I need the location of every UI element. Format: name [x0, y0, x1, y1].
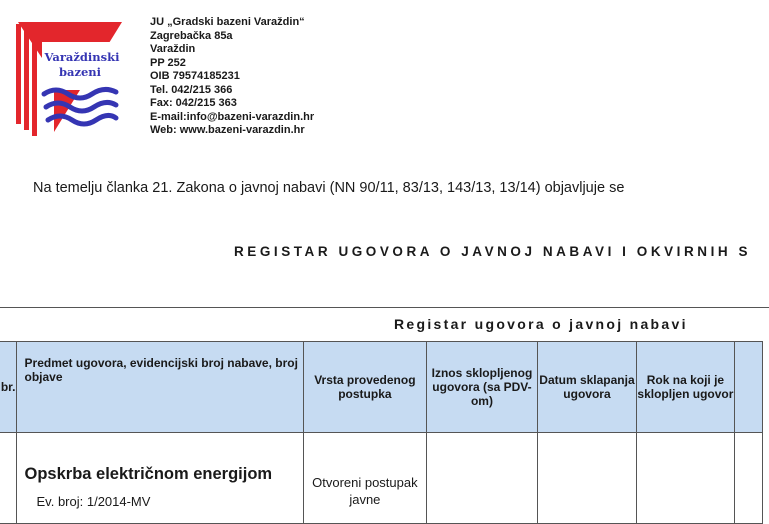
document-title: REGISTAR UGOVORA O JAVNOJ NABAVI I OKVIRNIH S: [234, 244, 752, 259]
contracts-register-table: [0, 341, 763, 524]
table-row: [0, 433, 763, 524]
logo-red-bar-3: [32, 24, 37, 136]
organization-city: Varaždin: [150, 43, 196, 55]
divider-line: [0, 307, 769, 308]
header-ordinal-number: br.: [0, 342, 16, 433]
cell-subject: [16, 433, 304, 524]
organization-email: E-mail:info@bazeni-varazdin.hr: [150, 110, 315, 123]
organization-po-box: PP 252: [150, 56, 186, 69]
cell-procedure-type: [304, 433, 427, 524]
organization-phone: Tel. 042/215 366: [150, 83, 233, 96]
cell-contract-amount: [426, 433, 537, 524]
register-subtitle: Registar ugovora o javnoj nabavi: [394, 316, 688, 332]
cell-ordinal-number: [0, 433, 16, 524]
header-contract-term: Rok na koji je sklopljen ugovor: [636, 342, 734, 433]
table-header-row: [0, 342, 763, 433]
header-contract-date: Datum sklapanja ugovora: [538, 342, 637, 433]
logo-text-line1: Varaždinski: [44, 50, 120, 64]
organization-oib: OIB 79574185231: [150, 70, 240, 82]
logo-text-line2: bazeni: [58, 65, 102, 79]
subject-reference: Ev. broj: 1/2014-MV: [36, 494, 151, 509]
cell-contract-term: [636, 433, 734, 524]
cell-extra: [735, 433, 763, 524]
header-contract-amount: Iznos sklopljenog ugovora (sa PDV-om): [426, 342, 537, 433]
organization-street: Zagrebačka 85a: [150, 29, 233, 42]
subject-title: Opskrba električnom energijom: [24, 465, 273, 483]
organization-logo: [14, 14, 124, 138]
header-procedure-type: Vrsta provedenog postupka: [304, 342, 427, 433]
header-extra-column: [735, 342, 763, 433]
logo-red-bar-2: [24, 24, 29, 130]
cell-contract-date: [538, 433, 637, 524]
logo-red-bar-1: [16, 24, 21, 124]
organization-address-block: [150, 16, 314, 138]
header-subject: Predmet ugovora, evidencijski broj nabave, broj objave: [16, 342, 304, 433]
organization-web: Web: www.bazeni-varazdin.hr: [150, 124, 305, 136]
procedure-type-text: Otvoreni postupak javne: [312, 475, 418, 507]
organization-fax: Fax: 042/215 363: [150, 97, 237, 109]
intro-text: Na temelju članka 21. Zakona o javnoj nabavi (NN 90/11, 83/13, 143/13, 13/14) objavljuje se: [33, 180, 625, 196]
organization-name: JU „Gradski bazeni Varaždin“: [150, 16, 305, 28]
